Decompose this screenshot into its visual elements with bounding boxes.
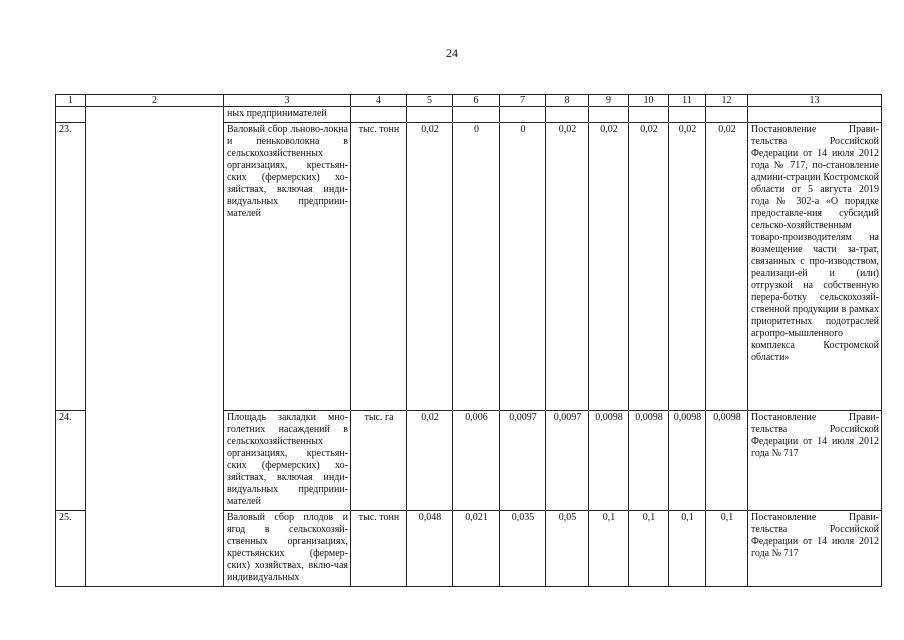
value-cell: 0,1 — [706, 511, 748, 587]
col-header: 3 — [224, 95, 351, 107]
unit: тыс. га — [351, 411, 407, 511]
value-cell: 0,02 — [546, 123, 589, 411]
merged-column-2 — [86, 107, 224, 587]
col-header: 4 — [351, 95, 407, 107]
col-header: 10 — [629, 95, 669, 107]
unit: тыс. тонн — [351, 511, 407, 587]
value-cell: 0 — [453, 123, 500, 411]
legal-basis: Постановление Прави-тельства Российской Федерации от 14 июля 2012 года № 717 — [748, 411, 882, 511]
value-cell: 0,0098 — [706, 411, 748, 511]
value-cell: 0,1 — [669, 511, 706, 587]
value-cell: 0,048 — [407, 511, 453, 587]
value-cell: 0,0098 — [589, 411, 629, 511]
col-header: 12 — [706, 95, 748, 107]
value-cell: 0,0098 — [669, 411, 706, 511]
indicator-name: Валовый сбор плодов и ягод в сельскохозяй-ственных организациях, крестьянских (фермер-ских) хозяйствах, вклю-чая индивидуальных — [224, 511, 351, 587]
value-cell: 0,02 — [669, 123, 706, 411]
col-header: 6 — [453, 95, 500, 107]
page-number: 24 — [446, 46, 458, 60]
value-cell: 0,02 — [589, 123, 629, 411]
col-header: 5 — [407, 95, 453, 107]
row-number — [56, 107, 86, 123]
value-cell: 0,0098 — [629, 411, 669, 511]
value-cell: 0,021 — [453, 511, 500, 587]
value-cell: 0,0097 — [500, 411, 546, 511]
col-header: 7 — [500, 95, 546, 107]
row-number: 25. — [56, 511, 86, 587]
indicator-name: Валовый сбор льново-локна и пеньковолокна в сельскохозяйственных организациях, крестьян-ских (фермерских) хо-зяйствах, включая инди-видуальных предприни-мателей — [224, 123, 351, 411]
value-cell: 0,05 — [546, 511, 589, 587]
col-header: 1 — [56, 95, 86, 107]
row-number: 23. — [56, 123, 86, 411]
value-cell: 0,02 — [629, 123, 669, 411]
row-number: 24. — [56, 411, 86, 511]
value-cell: 0,006 — [453, 411, 500, 511]
value-cell: 0,1 — [629, 511, 669, 587]
legal-basis: Постановление Прави-тельства Российской Федерации от 14 июля 2012 года № 717 — [748, 511, 882, 587]
unit: тыс. тонн — [351, 123, 407, 411]
value-cell: 0,02 — [407, 123, 453, 411]
col-header: 8 — [546, 95, 589, 107]
indicator-name: Площадь закладки мно-голетних насаждений в сельскохозяйственных организациях, крестьян-ских (фермерских) хо-зяйствах, включая инди-видуальных предприни-мателей — [224, 411, 351, 511]
indicator-table — [55, 94, 882, 587]
col-header: 13 — [748, 95, 882, 107]
legal-basis: Постановление Прави-тельства Российской Федерации от 14 июля 2012 года № 717, по-становление админи-страции Костромской области от 5 августа 2019 года № 302-а «О порядке предоставле-ния субсидий сельско-хозяйственным товаро-производителям на возмещение части за-трат, связанных с про-изводством, реализаци-ей и (или) отгрузкой на собственную перера-ботку сельскохозяй-ственной продукции в рамках приоритетных подотраслей агропро-мышленного комплекса Костромской области» — [748, 123, 882, 411]
table-header-row — [56, 95, 882, 107]
table-row — [56, 107, 882, 123]
value-cell: 0,1 — [589, 511, 629, 587]
value-cell: 0,02 — [407, 411, 453, 511]
col-header: 9 — [589, 95, 629, 107]
value-cell: 0,0097 — [546, 411, 589, 511]
value-cell: 0,02 — [706, 123, 748, 411]
value-cell: 0 — [500, 123, 546, 411]
col-header: 11 — [669, 95, 706, 107]
continuation-text: ных предпринимателей — [224, 107, 351, 123]
value-cell: 0,035 — [500, 511, 546, 587]
col-header: 2 — [86, 95, 224, 107]
